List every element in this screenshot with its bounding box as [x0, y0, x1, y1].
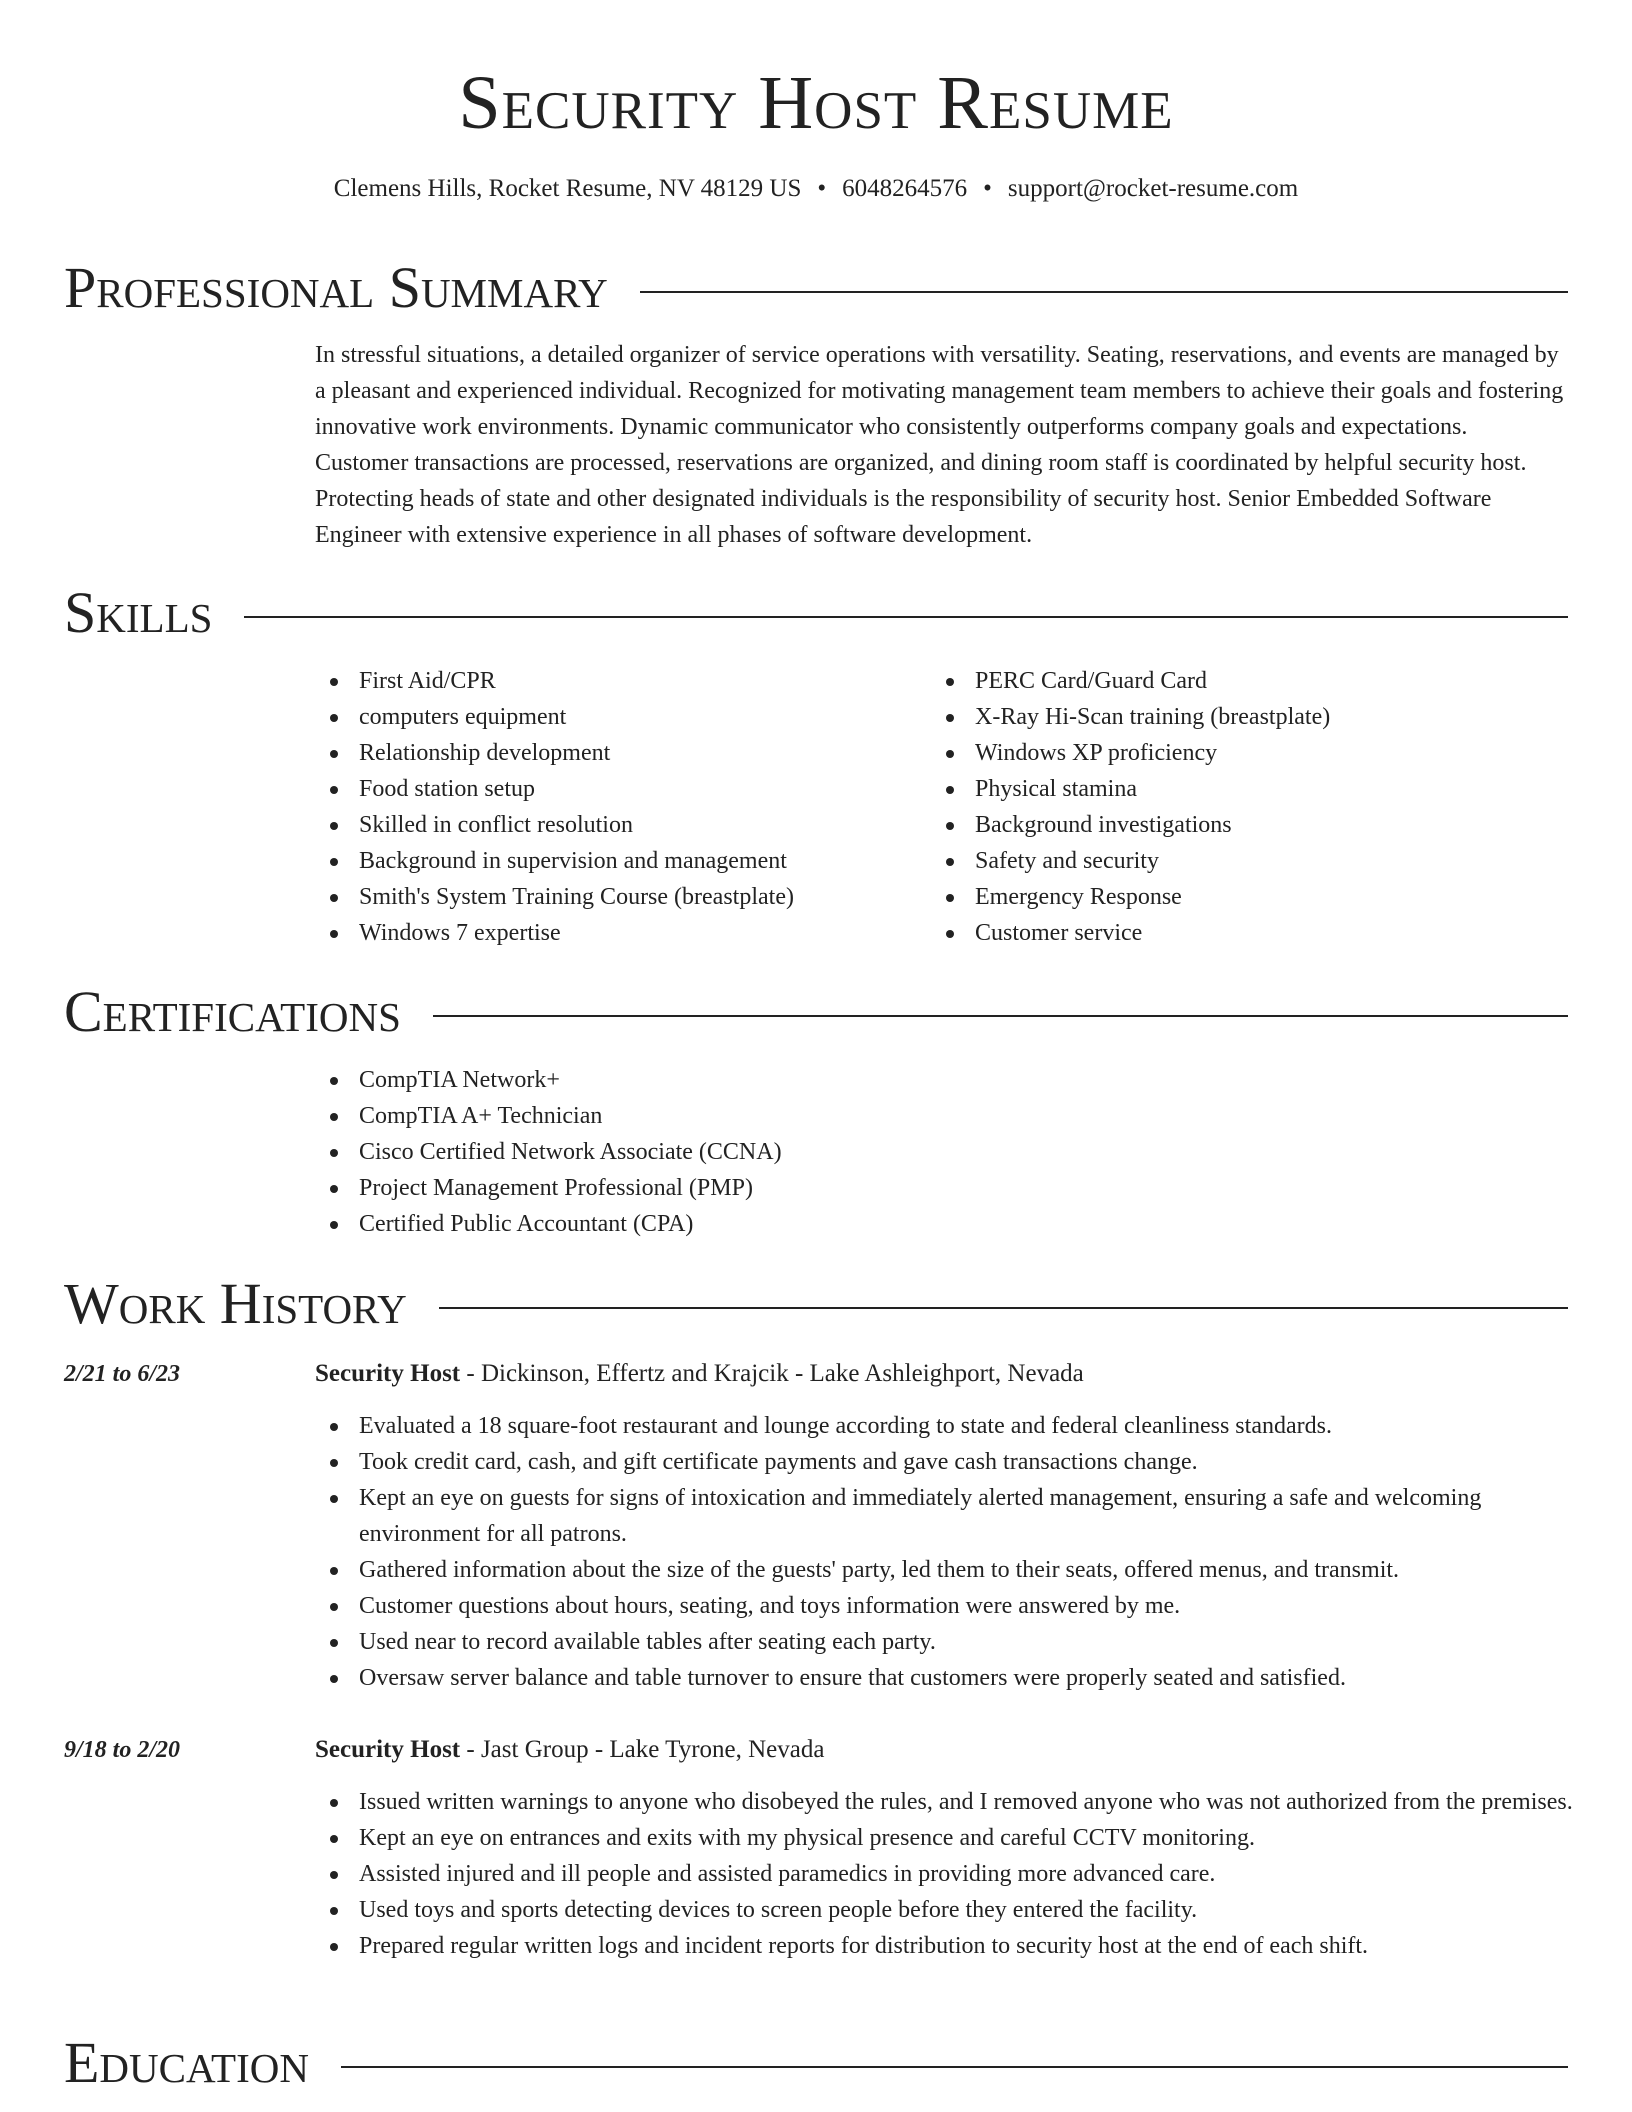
skill-item-text: Emergency Response: [975, 884, 1182, 910]
certifications-list: [315, 1062, 1215, 1242]
bullet-icon: [946, 822, 954, 830]
job-title: Security Host: [315, 1360, 461, 1387]
bullet-icon: [330, 786, 338, 794]
bullet-icon: [946, 786, 954, 794]
bullet-icon: [946, 750, 954, 758]
section-title-summary: Professional Summary: [64, 255, 608, 320]
job-bullet-text: Oversaw server balance and table turnover to ensure that customers were properly seated and satisfied.: [359, 1665, 1346, 1691]
skill-item: [931, 663, 1531, 699]
section-divider: [439, 1307, 1568, 1309]
contact-line: [0, 172, 1632, 206]
skill-item-text: Windows XP proficiency: [975, 740, 1218, 766]
bullet-icon: [330, 1221, 338, 1229]
bullet-icon: [330, 1871, 338, 1879]
job-bullet: [315, 1408, 1575, 1444]
bullet-icon: [330, 1603, 338, 1611]
section-divider: [244, 616, 1568, 618]
resume-title: Security Host Resume: [458, 61, 1174, 145]
bullet-icon: [330, 1077, 338, 1085]
skill-item-text: Background in supervision and management: [359, 848, 787, 874]
contact-separator: •: [817, 175, 827, 202]
bullet-icon: [330, 1835, 338, 1843]
skills-list-left: [315, 663, 915, 951]
bullet-icon: [330, 678, 338, 686]
job-bullet-text: Customer questions about hours, seating, and toys information were answered by me.: [359, 1593, 1181, 1619]
section-header-education: [64, 2028, 1568, 2098]
job-bullet-text: Took credit card, cash, and gift certificate payments and gave cash transactions change.: [359, 1449, 1198, 1475]
job-bullet-text: Kept an eye on guests for signs of intoxication and immediately alerted management, ensuring a safe and welcoming environment for all patrons.: [359, 1485, 1482, 1547]
skill-item: [931, 771, 1531, 807]
bullet-icon: [946, 894, 954, 902]
bullet-icon: [330, 1149, 338, 1157]
skill-item: [315, 663, 915, 699]
bullet-icon: [330, 1907, 338, 1915]
skill-item: [931, 843, 1531, 879]
job-bullet-text: Gathered information about the size of the guests' party, led them to their seats, offered menus, and transmit.: [359, 1557, 1400, 1583]
job-dates: 2/21 to 6/23: [64, 1361, 181, 1387]
job-bullet: [315, 1552, 1575, 1588]
job-bullet-text: Used toys and sports detecting devices to screen people before they entered the facility.: [359, 1897, 1198, 1923]
bullet-icon: [330, 1567, 338, 1575]
certification-item-text: Certified Public Accountant (CPA): [359, 1211, 694, 1237]
certification-item: [315, 1134, 1215, 1170]
job-bullets: [315, 1784, 1575, 1964]
certification-item: [315, 1098, 1215, 1134]
bullet-icon: [330, 1943, 338, 1951]
bullet-icon: [330, 1495, 338, 1503]
skill-item: [315, 915, 915, 951]
skill-item-text: Customer service: [975, 920, 1143, 946]
job-bullet-text: Assisted injured and ill people and assisted paramedics in providing more advanced care.: [359, 1861, 1216, 1887]
job-dates: 9/18 to 2/20: [64, 1737, 181, 1763]
skill-item-text: Safety and security: [975, 848, 1159, 874]
skill-item: [315, 879, 915, 915]
contact-address: Clemens Hills, Rocket Resume, NV 48129 US: [333, 175, 802, 202]
job-bullet: [315, 1444, 1575, 1480]
bullet-icon: [330, 930, 338, 938]
job-bullet: [315, 1856, 1575, 1892]
section-header-summary: [64, 253, 1568, 323]
bullet-icon: [946, 930, 954, 938]
bullet-icon: [330, 822, 338, 830]
certification-item-text: CompTIA Network+: [359, 1067, 560, 1093]
section-divider: [433, 1015, 1568, 1017]
bullet-icon: [330, 1459, 338, 1467]
skill-item: [931, 915, 1531, 951]
job-employer: - Jast Group - Lake Tyrone, Nevada: [460, 1736, 825, 1763]
section-title-education: Education: [64, 2030, 309, 2095]
section-header-work-history: [64, 1269, 1568, 1339]
job-bullet: [315, 1892, 1575, 1928]
certification-item: [315, 1062, 1215, 1098]
bullet-icon: [330, 858, 338, 866]
skill-item-text: computers equipment: [359, 704, 567, 730]
job-bullet-text: Issued written warnings to anyone who disobeyed the rules, and I removed anyone who was not authorized from the premises.: [359, 1789, 1573, 1815]
bullet-icon: [946, 678, 954, 686]
contact-email: support@rocket-resume.com: [1007, 175, 1299, 202]
skill-item-text: Background investigations: [975, 812, 1232, 838]
skill-item-text: Skilled in conflict resolution: [359, 812, 633, 838]
skill-item-text: Physical stamina: [975, 776, 1137, 802]
skill-item: [931, 879, 1531, 915]
bullet-icon: [330, 1675, 338, 1683]
bullet-icon: [946, 714, 954, 722]
skill-item-text: First Aid/CPR: [359, 668, 496, 694]
skill-item: [315, 699, 915, 735]
skill-item: [315, 807, 915, 843]
skill-item-text: Food station setup: [359, 776, 536, 802]
job-bullet-text: Prepared regular written logs and incident reports for distribution to security host at the end of each shift.: [359, 1933, 1369, 1959]
skill-item: [931, 807, 1531, 843]
job-bullet-text: Evaluated a 18 square-foot restaurant and lounge according to state and federal cleanliness standards.: [359, 1413, 1332, 1439]
bullet-icon: [330, 1799, 338, 1807]
job-heading: [315, 1356, 1084, 1392]
skill-item-text: Relationship development: [359, 740, 611, 766]
contact-phone: 6048264576: [842, 175, 968, 202]
section-title-work-history: Work History: [64, 1271, 407, 1336]
section-title-certifications: Certifications: [64, 979, 401, 1044]
contact-separator: •: [983, 175, 992, 202]
skill-item: [931, 735, 1531, 771]
section-header-certifications: [64, 977, 1568, 1047]
bullet-icon: [330, 1423, 338, 1431]
job-bullet-text: Used near to record available tables after seating each party.: [359, 1629, 936, 1655]
section-title-skills: Skills: [64, 580, 213, 645]
certification-item-text: Project Management Professional (PMP): [359, 1175, 753, 1201]
skill-item-text: PERC Card/Guard Card: [975, 668, 1207, 694]
job-employer: - Dickinson, Effertz and Krajcik - Lake Ashleighport, Nevada: [460, 1360, 1084, 1387]
bullet-icon: [330, 1113, 338, 1121]
skill-item: [315, 735, 915, 771]
skill-item-text: X-Ray Hi-Scan training (breastplate): [975, 704, 1331, 730]
bullet-icon: [330, 1639, 338, 1647]
bullet-icon: [330, 750, 338, 758]
certification-item: [315, 1206, 1215, 1242]
job-bullet: [315, 1480, 1575, 1552]
job-title: Security Host: [315, 1736, 461, 1763]
job-bullets: [315, 1408, 1575, 1696]
section-divider: [640, 291, 1568, 293]
skills-list-right: [931, 663, 1531, 951]
job-bullet: [315, 1624, 1575, 1660]
skill-item-text: Smith's System Training Course (breastplate): [359, 884, 794, 910]
summary-text: In stressful situations, a detailed organizer of service operations with versatility. Seating, reservations, and events are managed by a pleasant and experienced individual. Recognized for motivating management team members to achieve their goals and fostering innovative work environments. Dynamic communicator who consistently outperforms company goals and expectations. Customer transactions are processed, reservations are organized, and dining room staff is coordinated by helpful security host. Protecting heads of state and other designated individuals is the responsibility of security host. Senior Embedded Software Engineer with extensive experience in all phases of software development.: [315, 342, 1564, 548]
bullet-icon: [946, 858, 954, 866]
certification-item-text: CompTIA A+ Technician: [359, 1103, 603, 1129]
skill-item: [315, 843, 915, 879]
job-bullet-text: Kept an eye on entrances and exits with my physical presence and careful CCTV monitoring.: [359, 1825, 1255, 1851]
skill-item: [931, 699, 1531, 735]
bullet-icon: [330, 1185, 338, 1193]
job-bullet: [315, 1820, 1575, 1856]
bullet-icon: [330, 714, 338, 722]
section-header-skills: [64, 578, 1568, 648]
certification-item: [315, 1170, 1215, 1206]
job-bullet: [315, 1588, 1575, 1624]
skill-item-text: Windows 7 expertise: [359, 920, 561, 946]
skill-item: [315, 771, 915, 807]
job-heading: [315, 1732, 824, 1768]
certification-item-text: Cisco Certified Network Associate (CCNA): [359, 1139, 782, 1165]
job-bullet: [315, 1784, 1575, 1820]
bullet-icon: [330, 894, 338, 902]
job-bullet: [315, 1928, 1575, 1964]
job-bullet: [315, 1660, 1575, 1696]
section-divider: [341, 2066, 1568, 2068]
